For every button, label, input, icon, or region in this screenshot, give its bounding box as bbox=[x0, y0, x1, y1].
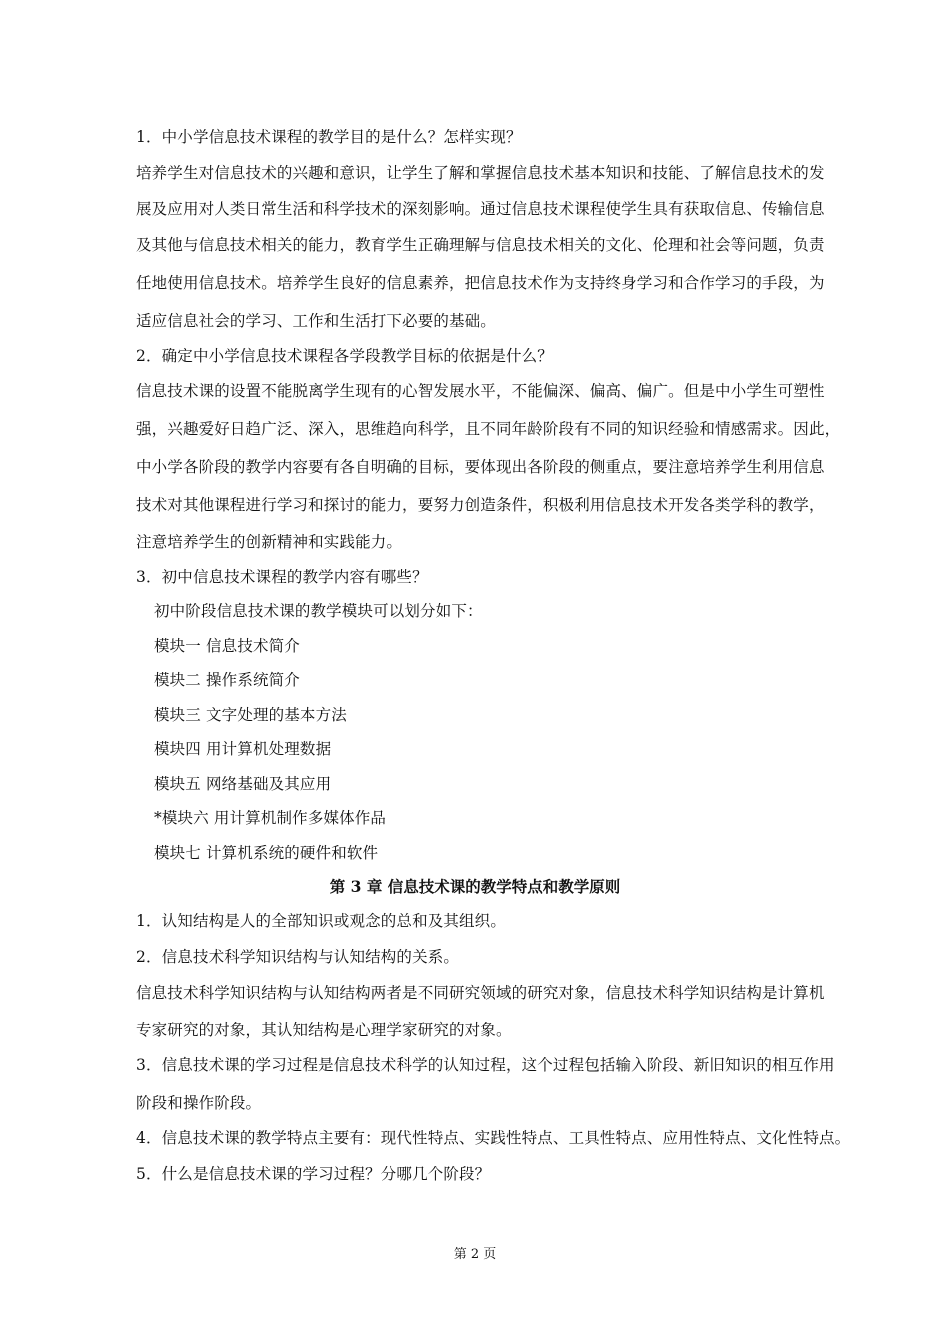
page-number: 第 2 页 bbox=[453, 1247, 497, 1262]
module-item-7: 模块七 计算机系统的硬件和软件 bbox=[154, 844, 379, 862]
question-1: 1．中小学信息技术课程的教学目的是什么？怎样实现？ bbox=[136, 128, 522, 146]
module-item-4: 模块四 用计算机处理数据 bbox=[154, 740, 332, 758]
point-2: 2．信息技术科学知识结构与认知结构的关系。 bbox=[136, 948, 460, 966]
chapter-heading: 第 3 章 信息技术课的教学特点和教学原则 bbox=[329, 877, 621, 896]
answer-2-line-5: 注意培养学生的创新精神和实践能力。 bbox=[136, 533, 403, 551]
answer-1-line-1: 培养学生对信息技术的兴趣和意识，让学生了解和掌握信息技术基本知识和技能、了解信息技术的发 bbox=[136, 164, 825, 182]
question-3: 3．初中信息技术课程的教学内容有哪些？ bbox=[136, 568, 428, 586]
answer-1-line-4: 任地使用信息技术。培养学生良好的信息素养，把信息技术作为支持终身学习和合作学习的手段，为 bbox=[136, 274, 825, 292]
question-2: 2．确定中小学信息技术课程各学段教学目标的依据是什么？ bbox=[136, 347, 553, 365]
module-item-2: 模块二 操作系统简介 bbox=[154, 671, 300, 689]
module-item-5: 模块五 网络基础及其应用 bbox=[154, 775, 332, 793]
point-5: 5．什么是信息技术课的学习过程？分哪几个阶段？ bbox=[136, 1165, 491, 1183]
point-1: 1．认知结构是人的全部知识或观念的总和及其组织。 bbox=[136, 912, 506, 930]
point-3-line-1: 3．信息技术课的学习过程是信息技术科学的认知过程，这个过程包括输入阶段、新旧知识的相互作用 bbox=[136, 1056, 835, 1074]
point-3-line-2: 阶段和操作阶段。 bbox=[136, 1094, 262, 1112]
module-item-6: *模块六 用计算机制作多媒体作品 bbox=[154, 809, 387, 827]
answer-2-line-3: 中小学各阶段的教学内容要有各自明确的目标，要体现出各阶段的侧重点，要注意培养学生利用信息 bbox=[136, 458, 825, 476]
answer-2-line-1: 信息技术课的设置不能脱离学生现有的心智发展水平，不能偏深、偏高、偏广。但是中小学生可塑性 bbox=[136, 382, 825, 400]
point-2-answer-line-2: 专家研究的对象，其认知结构是心理学家研究的对象。 bbox=[136, 1021, 512, 1039]
answer-3-intro: 初中阶段信息技术课的教学模块可以划分如下： bbox=[154, 602, 483, 620]
answer-1-line-2: 展及应用对人类日常生活和科学技术的深刻影响。通过信息技术课程使学生具有获取信息、传输信息 bbox=[136, 200, 825, 218]
module-item-1: 模块一 信息技术简介 bbox=[154, 637, 300, 655]
answer-2-line-4: 技术对其他课程进行学习和探讨的能力，要努力创造条件，积极利用信息技术开发各类学科的教学， bbox=[136, 496, 825, 514]
answer-2-line-2: 强，兴趣爱好日趋广泛、深入，思维趋向科学，且不同年龄阶段有不同的知识经验和情感需求。因此， bbox=[136, 420, 841, 438]
module-item-3: 模块三 文字处理的基本方法 bbox=[154, 706, 347, 724]
point-4: 4．信息技术课的教学特点主要有：现代性特点、实践性特点、工具性特点、应用性特点、文化性特点。 bbox=[136, 1129, 851, 1147]
answer-1-line-3: 及其他与信息技术相关的能力，教育学生正确理解与信息技术相关的文化、伦理和社会等问题，负责 bbox=[136, 236, 825, 254]
answer-1-line-5: 适应信息社会的学习、工作和生活打下必要的基础。 bbox=[136, 312, 496, 330]
point-2-answer-line-1: 信息技术科学知识结构与认知结构两者是不同研究领域的研究对象，信息技术科学知识结构是计算机 bbox=[136, 984, 825, 1002]
